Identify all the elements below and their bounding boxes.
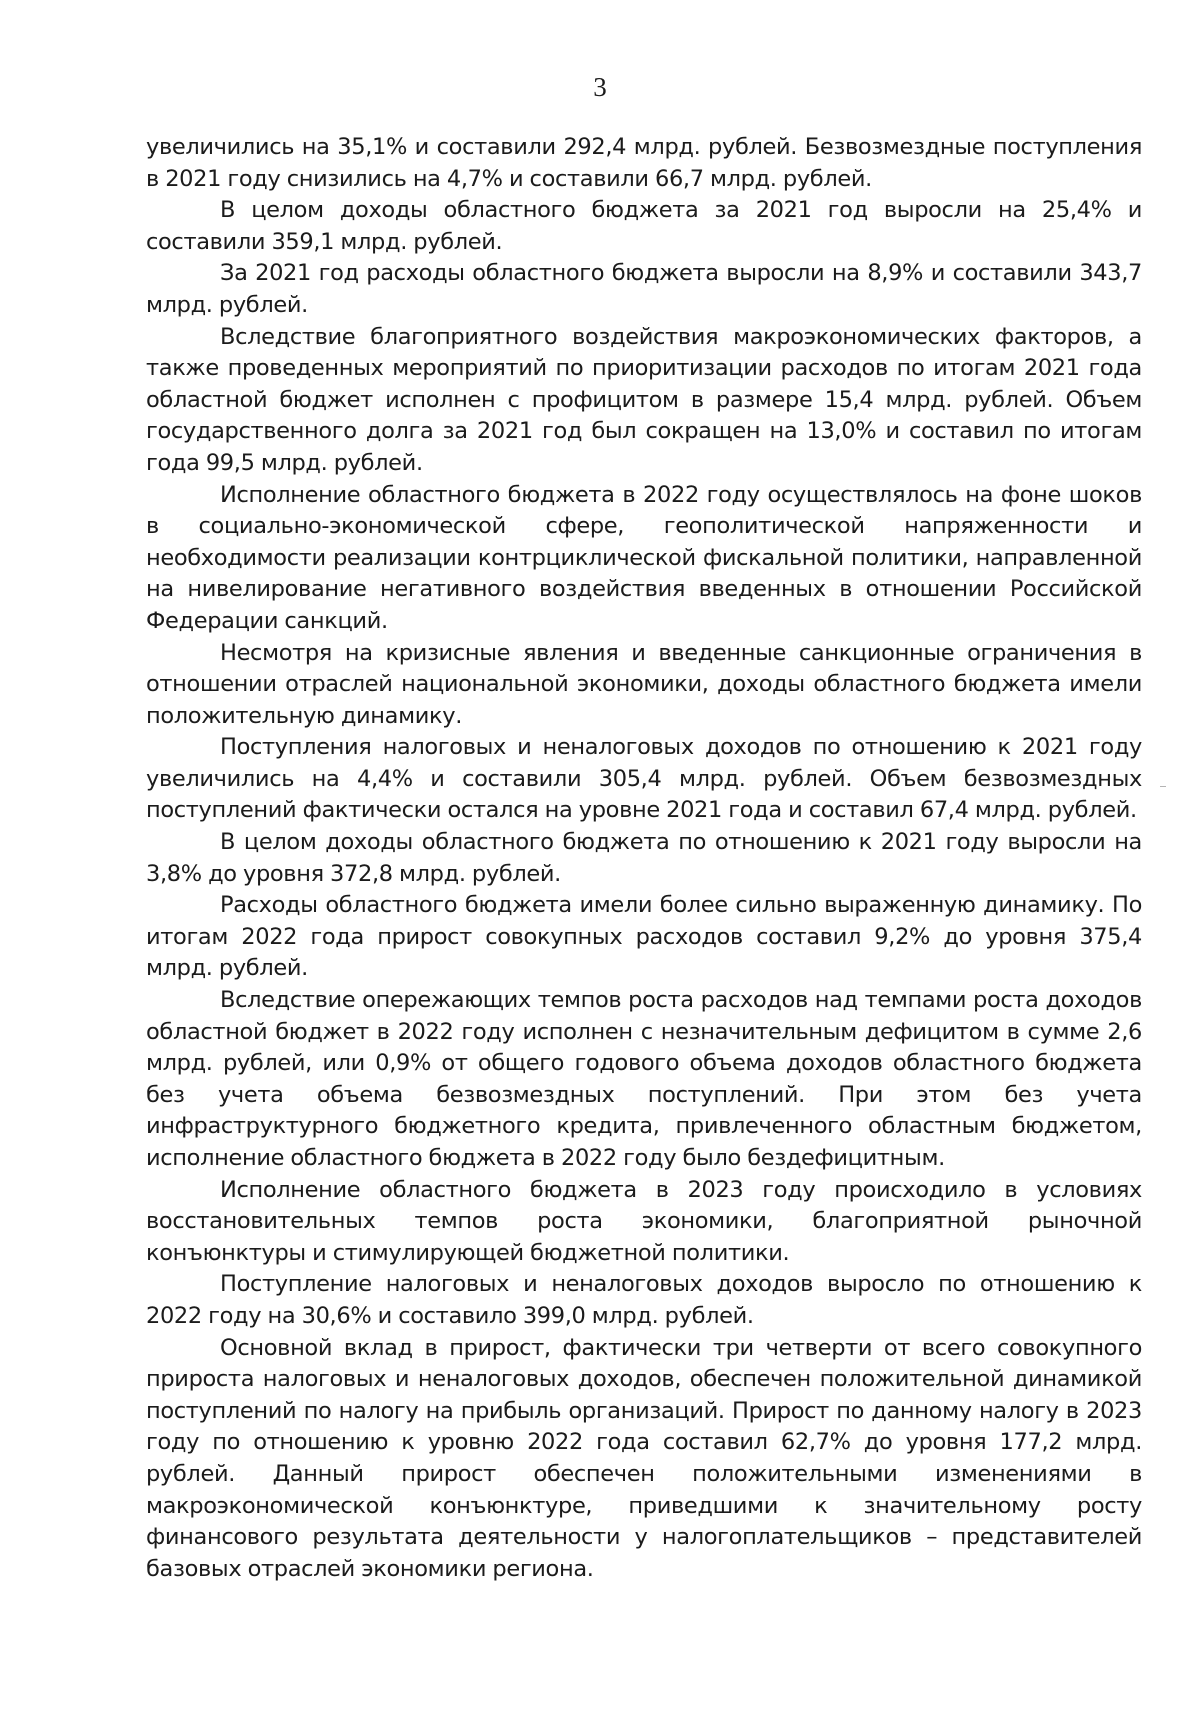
document-body [146,132,1142,1585]
paragraph-6: Несмотря на кризисные явления и введенные санкционные ограничения в отношении отраслей национальной экономики, доходы областного бюджета имели положительную динамику. [146,639,1142,729]
paragraph-1: увеличились на 35,1% и составили 292,4 млрд. рублей. Безвозмездные поступления в 2021 году снизились на 4,7% и составили 66,7 млрд. рублей. [146,134,1142,192]
paragraph-11: Исполнение областного бюджета в 2023 году происходило в условиях восстановительных темпов роста экономики, благоприятной рыночной конъюнктуры и стимулирующей бюджетной политики. [146,1176,1142,1266]
page-number: 3 [593,72,607,102]
paragraph-7: Поступления налоговых и неналоговых доходов по отношению к 2021 году увеличились на 4,4% и составили 305,4 млрд. рублей. Объем безвозмездных поступлений фактически остался на уровне 2021 года и составил 67,4 млрд. рублей. [146,734,1142,824]
paragraph-3: За 2021 год расходы областного бюджета выросли на 8,9% и составили 343,7 млрд. рублей. [146,260,1142,318]
paragraph-12: Поступление налоговых и неналоговых доходов выросло по отношению к 2022 году на 30,6% и составило 399,0 млрд. рублей. [146,1271,1142,1329]
paragraph-2: В целом доходы областного бюджета за 2021 год выросли на 25,4% и составили 359,1 млрд. рублей. [146,197,1142,255]
paragraph-5: Исполнение областного бюджета в 2022 году осуществлялось на фоне шоков в социально-экономической сфере, геополитической напряженности и необходимости реализации контрциклической фискальной политики, направленной на нивелирование негативного воздействия введенных в отношении Российской Федерации санкций. [146,481,1142,634]
paragraph-4: Вследствие благоприятного воздействия макроэкономических факторов, а также проведенных мероприятий по приоритизации расходов по итогам 2021 года областной бюджет исполнен с профицитом в размере 15,4 млрд. рублей. Объем государственного долга за 2021 год был сокращен на 13,0% и составил по итогам года 99,5 млрд. рублей. [146,323,1142,476]
scan-artifact [1160,786,1166,787]
paragraph-9: Расходы областного бюджета имели более сильно выраженную динамику. По итогам 2022 года прирост совокупных расходов составил 9,2% до уровня 375,4 млрд. рублей. [146,892,1142,982]
paragraph-13: Основной вклад в прирост, фактически три четверти от всего совокупного прироста налоговых и неналоговых доходов, обеспечен положительной динамикой поступлений по налогу на прибыль организаций. Прирост по данному налогу в 2023 году по отношению к уровню 2022 года составил 62,7% до уровня 177,2 млрд. рублей. Данный прирост обеспечен положительными изменениями в макроэкономической конъюнктуре, приведшими к значительному росту финансового результата деятельности у налогоплательщиков – представителей базовых отраслей экономики региона. [146,1334,1142,1582]
paragraph-10: Вследствие опережающих темпов роста расходов над темпами роста доходов областной бюджет в 2022 году исполнен с незначительным дефицитом в сумме 2,6 млрд. рублей, или 0,9% от общего годового объема доходов областного бюджета без учета объема безвозмездных поступлений. При этом без учета инфраструктурного бюджетного кредита, привлеченного областным бюджетом, исполнение областного бюджета в 2022 году было бездефицитным. [146,987,1142,1171]
paragraph-8: В целом доходы областного бюджета по отношению к 2021 году выросли на 3,8% до уровня 372,8 млрд. рублей. [146,829,1142,887]
